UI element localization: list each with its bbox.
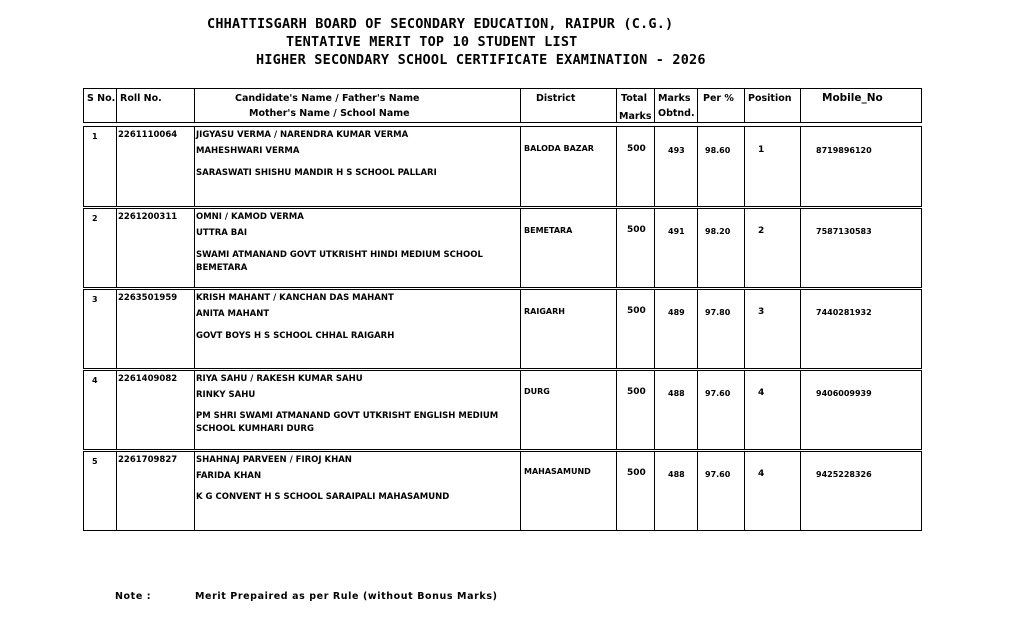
row-name: RIYA SAHU / RAKESH KUMAR SAHU (196, 374, 363, 384)
board-title: CHHATTISGARH BOARD OF SECONDARY EDUCATION, RAIPUR (C.G.) (207, 16, 674, 32)
row-school-cont: SCHOOL KUMHARI DURG (196, 424, 314, 434)
row-percent: 97.80 (705, 308, 731, 317)
row-roll: 2263501959 (118, 293, 178, 303)
col-mobile: Mobile_No (822, 92, 883, 104)
col-district: District (536, 93, 576, 104)
row-sno: 5 (92, 457, 98, 466)
row-position: 3 (758, 307, 765, 317)
row-total: 500 (627, 387, 646, 397)
col-candidate: Candidate's Name / Father's Name (235, 93, 420, 104)
row-district: RAIGARH (524, 307, 565, 316)
row-mobile: 9425228326 (816, 470, 872, 479)
row-school: SARASWATI SHISHU MANDIR H S SCHOOL PALLARI (196, 168, 437, 178)
row-mobile: 7440281932 (816, 308, 872, 317)
row-mobile: 8719896120 (816, 146, 872, 155)
col-total: Total (621, 93, 647, 104)
col-roll: Roll No. (120, 93, 162, 104)
list-title: TENTATIVE MERIT TOP 10 STUDENT LIST (286, 34, 578, 50)
table-row (83, 451, 922, 531)
row-mother: ANITA MAHANT (196, 309, 270, 319)
row-name: KRISH MAHANT / KANCHAN DAS MAHANT (196, 293, 394, 303)
col-position: Position (748, 93, 792, 104)
row-marks: 493 (668, 146, 685, 155)
row-sno: 3 (92, 295, 98, 304)
col-sno: S No. (87, 93, 116, 104)
row-total: 500 (627, 225, 646, 235)
col-percent: Per % (703, 93, 734, 104)
row-roll: 2261200311 (118, 212, 178, 222)
exam-title: HIGHER SECONDARY SCHOOL CERTIFICATE EXAMINATION - 2026 (256, 52, 706, 68)
row-total: 500 (627, 144, 646, 154)
row-position: 4 (758, 388, 765, 398)
row-school: GOVT BOYS H S SCHOOL CHHAL RAIGARH (196, 331, 395, 341)
row-total: 500 (627, 306, 646, 316)
row-marks: 488 (668, 389, 685, 398)
row-school: K G CONVENT H S SCHOOL SARAIPALI MAHASAMUND (196, 492, 450, 502)
row-sno: 1 (92, 132, 98, 141)
row-roll: 2261409082 (118, 374, 178, 384)
row-mobile: 9406009939 (816, 389, 872, 398)
row-sno: 4 (92, 376, 98, 385)
row-mother: RINKY SAHU (196, 390, 256, 400)
note-label: Note : (115, 591, 152, 602)
note-text: Merit Prepaired as per Rule (without Bonus Marks) (195, 591, 498, 602)
row-mobile: 7587130583 (816, 227, 872, 236)
row-name: JIGYASU VERMA / NARENDRA KUMAR VERMA (196, 130, 409, 140)
row-roll: 2261709827 (118, 455, 178, 465)
row-total: 500 (627, 468, 646, 478)
row-position: 1 (758, 145, 765, 155)
table-row (83, 289, 922, 369)
row-marks: 488 (668, 470, 685, 479)
row-position: 2 (758, 226, 765, 236)
row-marks: 489 (668, 308, 685, 317)
row-percent: 97.60 (705, 389, 731, 398)
row-mother: UTTRA BAI (196, 228, 247, 238)
row-school: PM SHRI SWAMI ATMANAND GOVT UTKRISHT ENGLISH MEDIUM (196, 411, 499, 421)
row-school: SWAMI ATMANAND GOVT UTKRISHT HINDI MEDIUM SCHOOL (196, 250, 483, 260)
row-district: DURG (524, 387, 550, 396)
col-marks-obtained: Obtnd. (658, 108, 695, 119)
row-position: 4 (758, 469, 765, 479)
row-district: MAHASAMUND (524, 467, 591, 476)
row-district: BEMETARA (524, 226, 573, 235)
row-roll: 2261110064 (118, 130, 178, 140)
row-percent: 98.20 (705, 227, 731, 236)
column-header-row (83, 88, 922, 123)
row-mother: FARIDA KHAN (196, 471, 262, 481)
row-sno: 2 (92, 214, 98, 223)
table-row (83, 126, 922, 207)
row-marks: 491 (668, 227, 685, 236)
row-name: SHAHNAJ PARVEEN / FIROJ KHAN (196, 455, 352, 465)
row-percent: 98.60 (705, 146, 731, 155)
col-total-marks: Marks (619, 111, 652, 122)
row-mother: MAHESHWARI VERMA (196, 146, 300, 156)
col-mother-school: Mother's Name / School Name (249, 108, 410, 119)
table-row (83, 370, 922, 450)
row-district: BALODA BAZAR (524, 144, 594, 153)
col-marks: Marks (658, 93, 691, 104)
row-school-cont: BEMETARA (196, 263, 248, 273)
table-row (83, 208, 922, 288)
row-name: OMNI / KAMOD VERMA (196, 212, 304, 222)
row-percent: 97.60 (705, 470, 731, 479)
